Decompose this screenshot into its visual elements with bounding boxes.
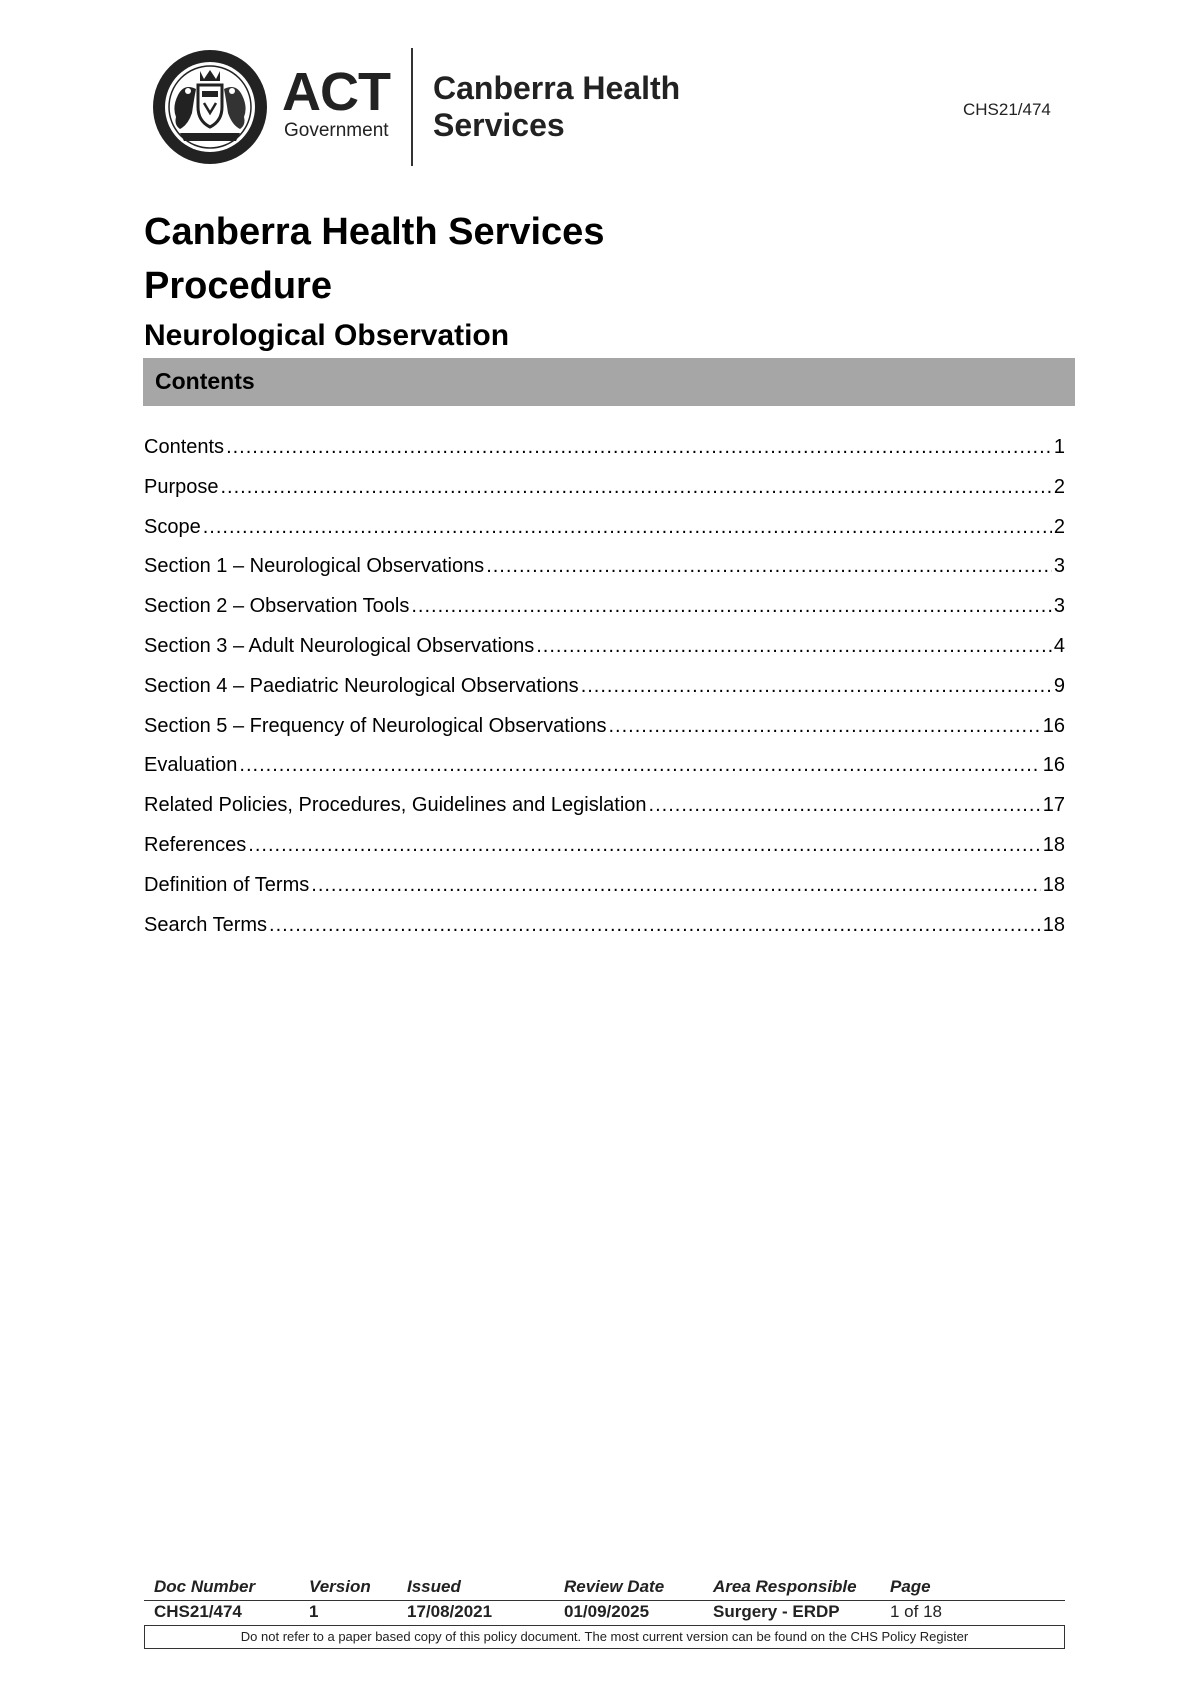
- toc-entry-references[interactable]: [144, 835, 1065, 875]
- toc-label: Search Terms: [144, 913, 268, 936]
- toc-page-number: 18: [1042, 833, 1065, 856]
- footer-version: 1: [309, 1602, 319, 1621]
- toc-label: Section 4 – Paediatric Neurological Observations: [144, 674, 579, 697]
- footer-policy-notice: Do not refer to a paper based copy of this policy document. The most current version can be found on the CHS Policy Register: [144, 1625, 1065, 1649]
- toc-page-number: 16: [1042, 714, 1065, 737]
- footer-issued: 17/08/2021: [407, 1602, 493, 1621]
- toc-entry-evaluation[interactable]: [144, 755, 1065, 795]
- footer-header-version: Version: [309, 1577, 371, 1596]
- toc-page-number: 16: [1042, 754, 1065, 777]
- toc-page-number: 4: [1053, 634, 1065, 657]
- toc-label: Section 5 – Frequency of Neurological Observations: [144, 714, 607, 737]
- toc-page-number: 1: [1053, 436, 1065, 458]
- toc-entry-contents[interactable]: [144, 437, 1065, 477]
- footer-page: 1 of 18: [890, 1602, 942, 1621]
- toc-entry-section-3[interactable]: [144, 636, 1065, 676]
- footer-header-area-responsible: Area Responsible: [713, 1577, 857, 1596]
- toc-page-number: 18: [1042, 873, 1065, 896]
- footer-value-row: [144, 1601, 1065, 1625]
- toc-label: Definition of Terms: [144, 873, 310, 896]
- toc-leader-dots: [248, 835, 1040, 855]
- toc-leader-dots: [649, 795, 1041, 815]
- contents-heading-bar: [143, 358, 1075, 406]
- footer-header-review-date: Review Date: [564, 1577, 665, 1596]
- toc-page-number: 2: [1053, 515, 1065, 538]
- toc-label: Purpose: [144, 475, 219, 498]
- toc-label: Section 2 – Observation Tools: [144, 595, 410, 618]
- footer-review-date: 01/09/2025: [564, 1602, 650, 1621]
- document-footer: [144, 1576, 1065, 1649]
- toc-label: Contents: [144, 436, 225, 458]
- toc-entry-scope[interactable]: [144, 517, 1065, 557]
- toc-leader-dots: [269, 915, 1041, 935]
- toc-entry-definition-of-terms[interactable]: [144, 875, 1065, 915]
- toc-page-number: 9: [1053, 674, 1065, 697]
- toc-label: Section 3 – Adult Neurological Observations: [144, 634, 535, 657]
- toc-leader-dots: [203, 517, 1052, 537]
- toc-leader-dots: [486, 556, 1052, 576]
- toc-leader-dots: [581, 676, 1052, 696]
- toc-entry-section-5[interactable]: [144, 716, 1065, 756]
- government-wordmark: Government: [284, 120, 389, 141]
- toc-page-number: 3: [1053, 595, 1065, 618]
- toc-leader-dots: [311, 875, 1040, 895]
- act-government-chs-logo: [150, 45, 710, 170]
- toc-label: Evaluation: [144, 754, 238, 777]
- document-subtitle: Neurological Observation: [144, 319, 510, 352]
- footer-header-issued: Issued: [407, 1577, 461, 1596]
- toc-entry-search-terms[interactable]: [144, 915, 1065, 955]
- toc-entry-related-policies[interactable]: [144, 795, 1065, 835]
- footer-header-doc-number: Doc Number: [154, 1577, 256, 1596]
- toc-leader-dots: [221, 477, 1052, 497]
- act-coat-of-arms-icon: [150, 47, 270, 167]
- org-name-line-1: Canberra Health: [433, 70, 681, 106]
- contents-heading: Contents: [155, 368, 255, 394]
- act-wordmark: ACT: [282, 62, 390, 122]
- toc-entry-purpose[interactable]: [144, 477, 1065, 517]
- toc-leader-dots: [226, 437, 1052, 457]
- toc-entry-section-2[interactable]: [144, 596, 1065, 636]
- toc-page-number: 17: [1042, 794, 1065, 817]
- document-reference: CHS21/474: [963, 100, 1051, 119]
- toc-leader-dots: [239, 755, 1040, 775]
- toc-label: Scope: [144, 515, 201, 538]
- org-name-line-2: Services: [433, 107, 565, 143]
- toc-label: Related Policies, Procedures, Guidelines and Legislation: [144, 794, 647, 817]
- document-title-line-2: Procedure: [144, 265, 332, 307]
- toc-leader-dots: [536, 636, 1052, 656]
- footer-header-row: [144, 1576, 1065, 1600]
- toc-page-number: 3: [1053, 555, 1065, 578]
- toc-entry-section-1[interactable]: [144, 556, 1065, 596]
- toc-label: Section 1 – Neurological Observations: [144, 555, 485, 578]
- document-title-line-1: Canberra Health Services: [144, 211, 605, 253]
- toc-page-number: 18: [1042, 913, 1065, 936]
- toc-page-number: 2: [1053, 475, 1065, 498]
- footer-doc-number: CHS21/474: [154, 1602, 242, 1621]
- toc-leader-dots: [411, 596, 1052, 616]
- table-of-contents: [144, 437, 1065, 954]
- toc-entry-section-4[interactable]: [144, 676, 1065, 716]
- toc-label: References: [144, 833, 247, 856]
- footer-header-page: Page: [890, 1577, 931, 1596]
- footer-area-responsible: Surgery - ERDP: [713, 1602, 840, 1621]
- toc-leader-dots: [608, 716, 1040, 736]
- logo-divider: [411, 48, 413, 166]
